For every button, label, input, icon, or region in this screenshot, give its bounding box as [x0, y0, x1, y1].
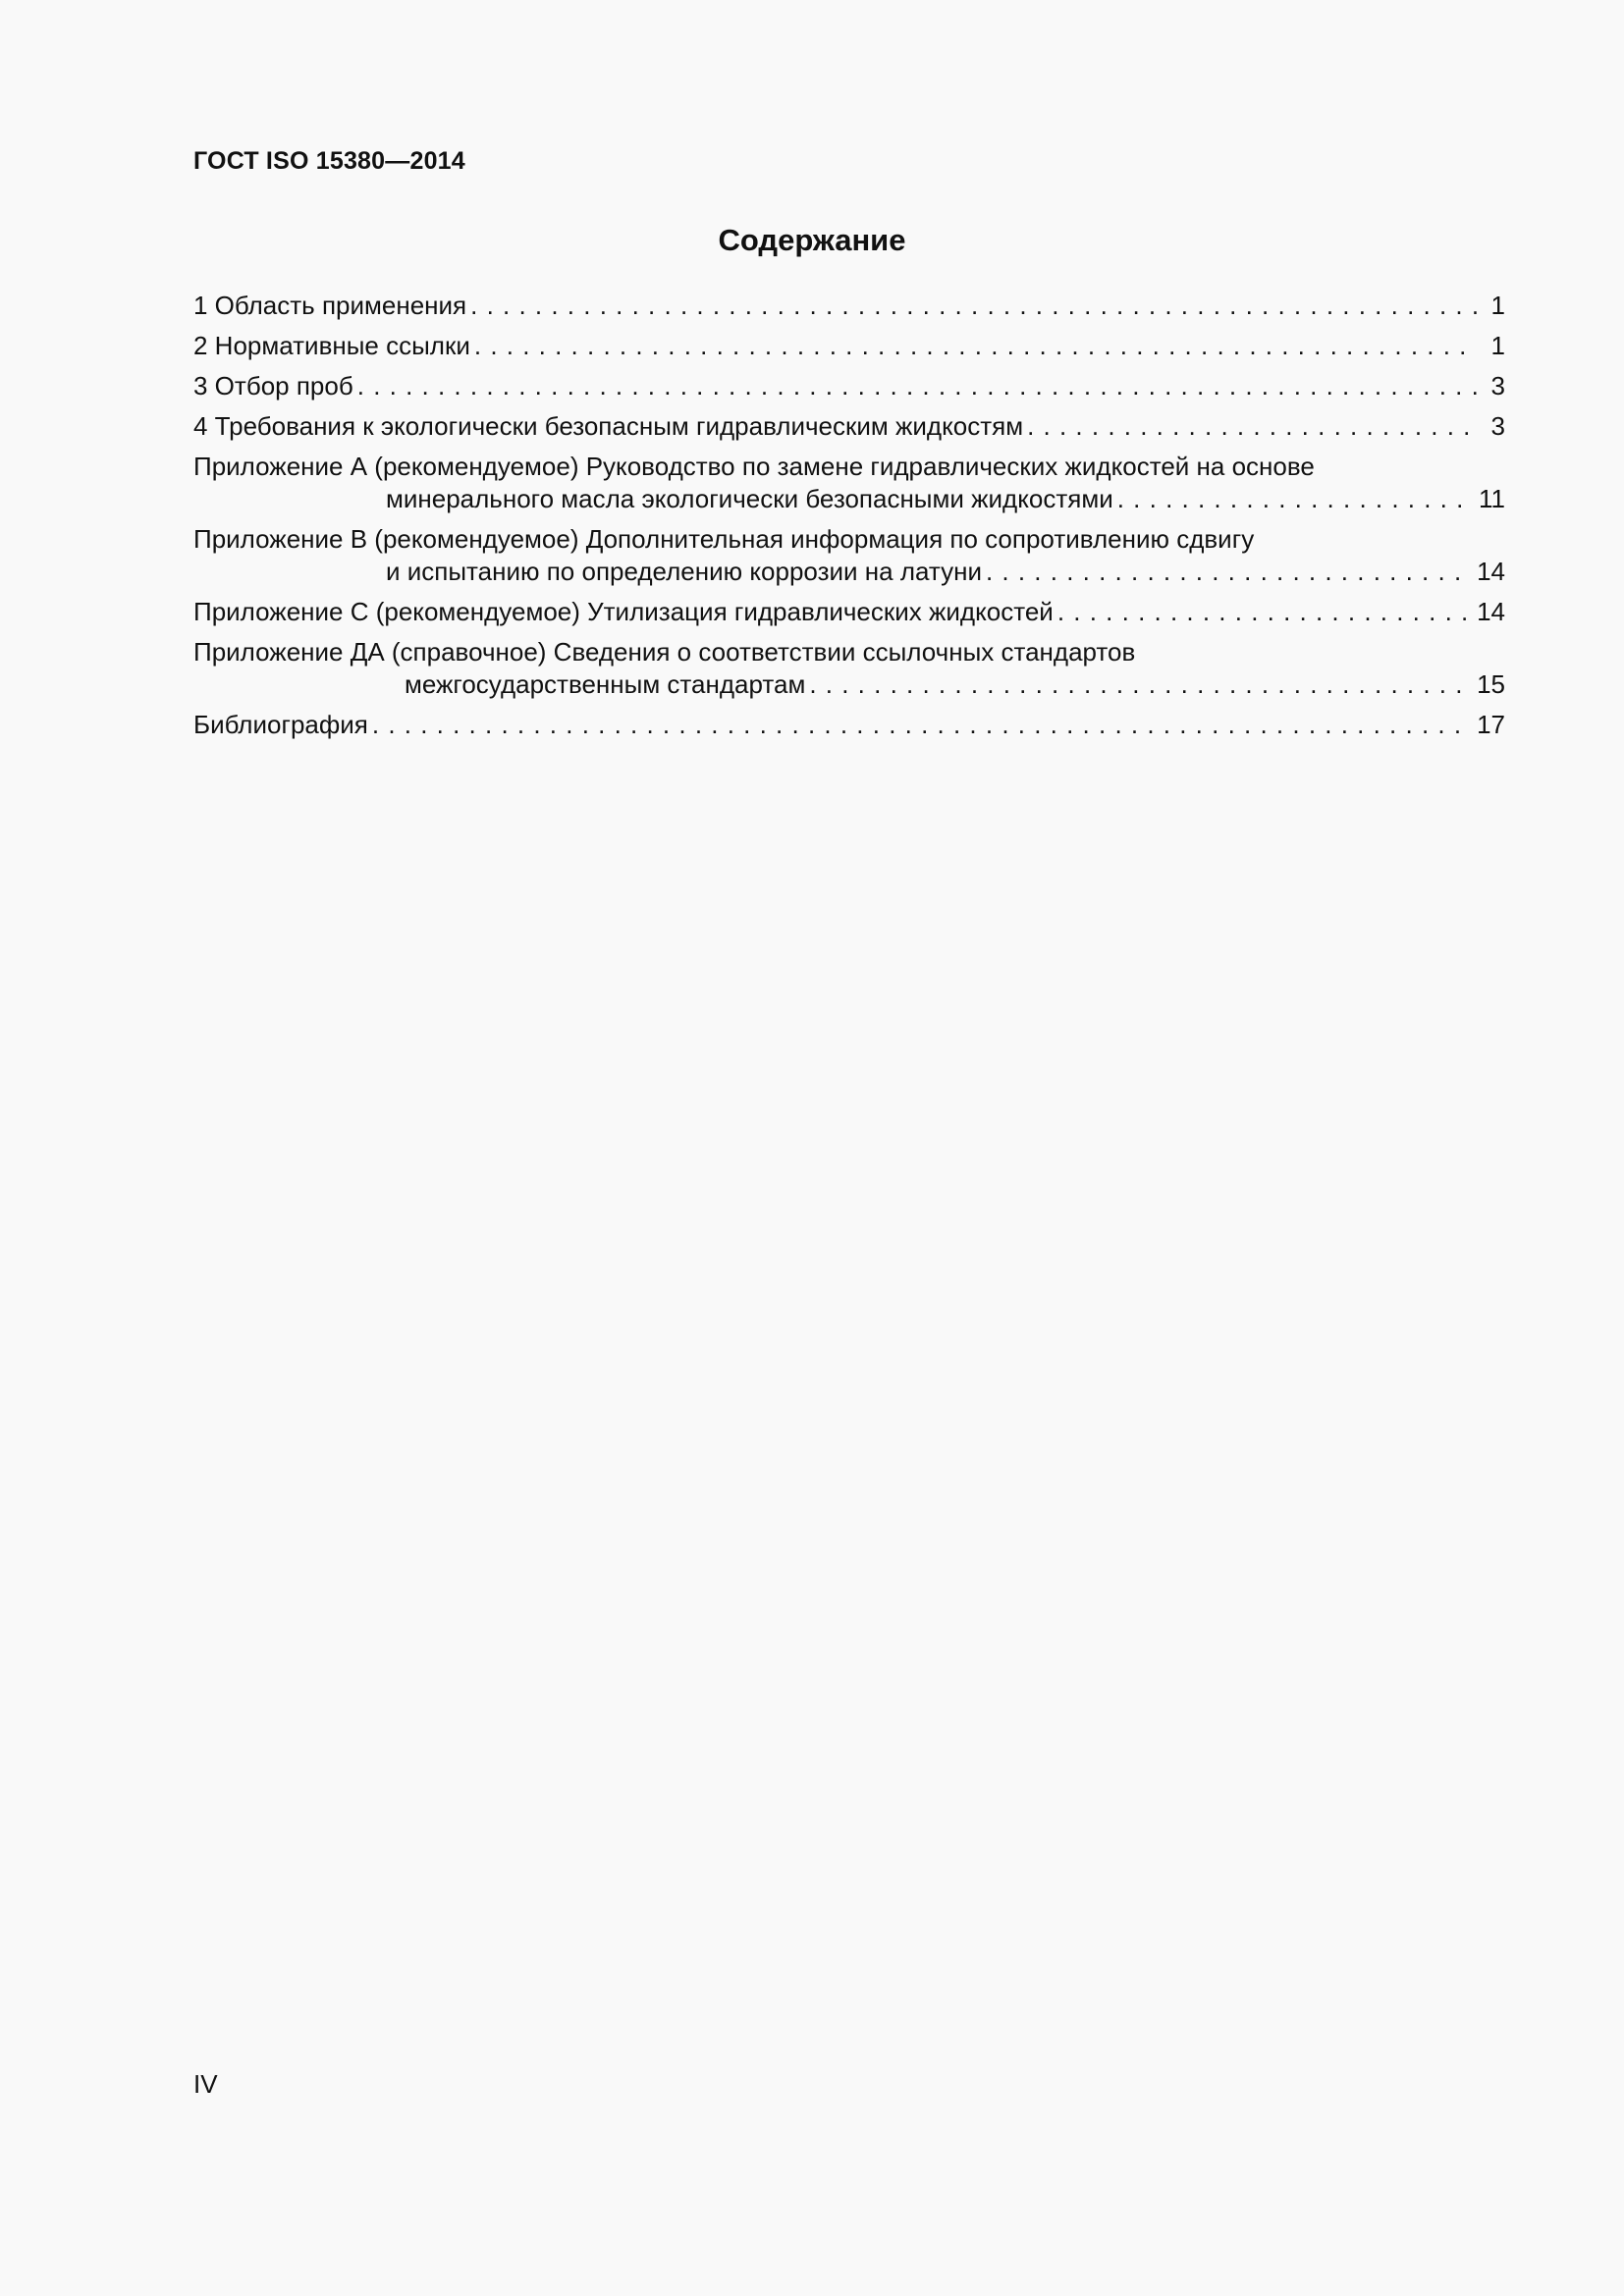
toc-entry-label-continued: и испытанию по определению коррозии на латуни — [386, 557, 982, 586]
toc-entry-label: Приложение В (рекомендуемое) Дополнительная информация по сопротивлению сдвигу — [193, 524, 1255, 554]
toc-entry-annex-da[interactable] — [193, 636, 1505, 701]
dot-leader — [357, 370, 1478, 402]
dot-leader — [1027, 410, 1478, 443]
dot-leader — [470, 290, 1478, 322]
dot-leader — [1057, 596, 1471, 628]
toc-entry-page: 3 — [1490, 371, 1505, 400]
toc-entry-label: 2 Нормативные ссылки — [193, 331, 470, 360]
toc-entry-label-continued: минерального масла экологически безопасными жидкостями — [386, 484, 1113, 513]
page-title: Содержание — [718, 223, 906, 257]
toc-entry-label-continued: межгосударственным стандартам — [405, 669, 806, 699]
toc-entry-label: Приложение А (рекомендуемое) Руководство по замене гидравлических жидкостей на основе — [193, 452, 1315, 481]
toc-entry-page: 11 — [1479, 484, 1505, 513]
toc-entry-sampling[interactable] — [193, 370, 1505, 402]
toc-entry-label: Приложение С (рекомендуемое) Утилизация гидравлических жидкостей — [193, 597, 1054, 626]
toc-entry-normative-references[interactable] — [193, 330, 1505, 362]
toc-entry-annex-a[interactable] — [193, 451, 1505, 515]
toc-entry-page: 17 — [1477, 710, 1505, 739]
toc-entry-page: 1 — [1490, 291, 1505, 320]
toc-entry-bibliography[interactable] — [193, 709, 1505, 741]
toc-entry-label: 4 Требования к экологически безопасным гидравлическим жидкостям — [193, 411, 1024, 441]
toc-entry-page: 1 — [1490, 331, 1505, 360]
toc-entry-label: 3 Отбор проб — [193, 371, 353, 400]
dot-leader — [986, 556, 1471, 588]
dot-leader — [474, 330, 1478, 362]
toc-entry-requirements[interactable] — [193, 410, 1505, 443]
table-of-contents — [193, 290, 1505, 749]
dot-leader — [372, 709, 1471, 741]
dot-leader — [1117, 483, 1473, 515]
dot-leader — [809, 668, 1471, 701]
toc-entry-page: 15 — [1477, 669, 1505, 699]
toc-entry-scope[interactable] — [193, 290, 1505, 322]
document-header: ГОСТ ISO 15380—2014 — [193, 147, 465, 175]
toc-entry-label: Приложение ДА (справочное) Сведения о соответствии ссылочных стандартов — [193, 637, 1136, 667]
toc-entry-page: 14 — [1477, 557, 1505, 586]
toc-entry-label: 1 Область применения — [193, 291, 467, 320]
toc-entry-annex-b[interactable] — [193, 523, 1505, 588]
page-number: IV — [193, 2069, 218, 2099]
toc-entry-label: Библиография — [193, 710, 368, 739]
toc-entry-page: 14 — [1477, 597, 1505, 626]
toc-entry-page: 3 — [1490, 411, 1505, 441]
toc-entry-annex-c[interactable] — [193, 596, 1505, 628]
